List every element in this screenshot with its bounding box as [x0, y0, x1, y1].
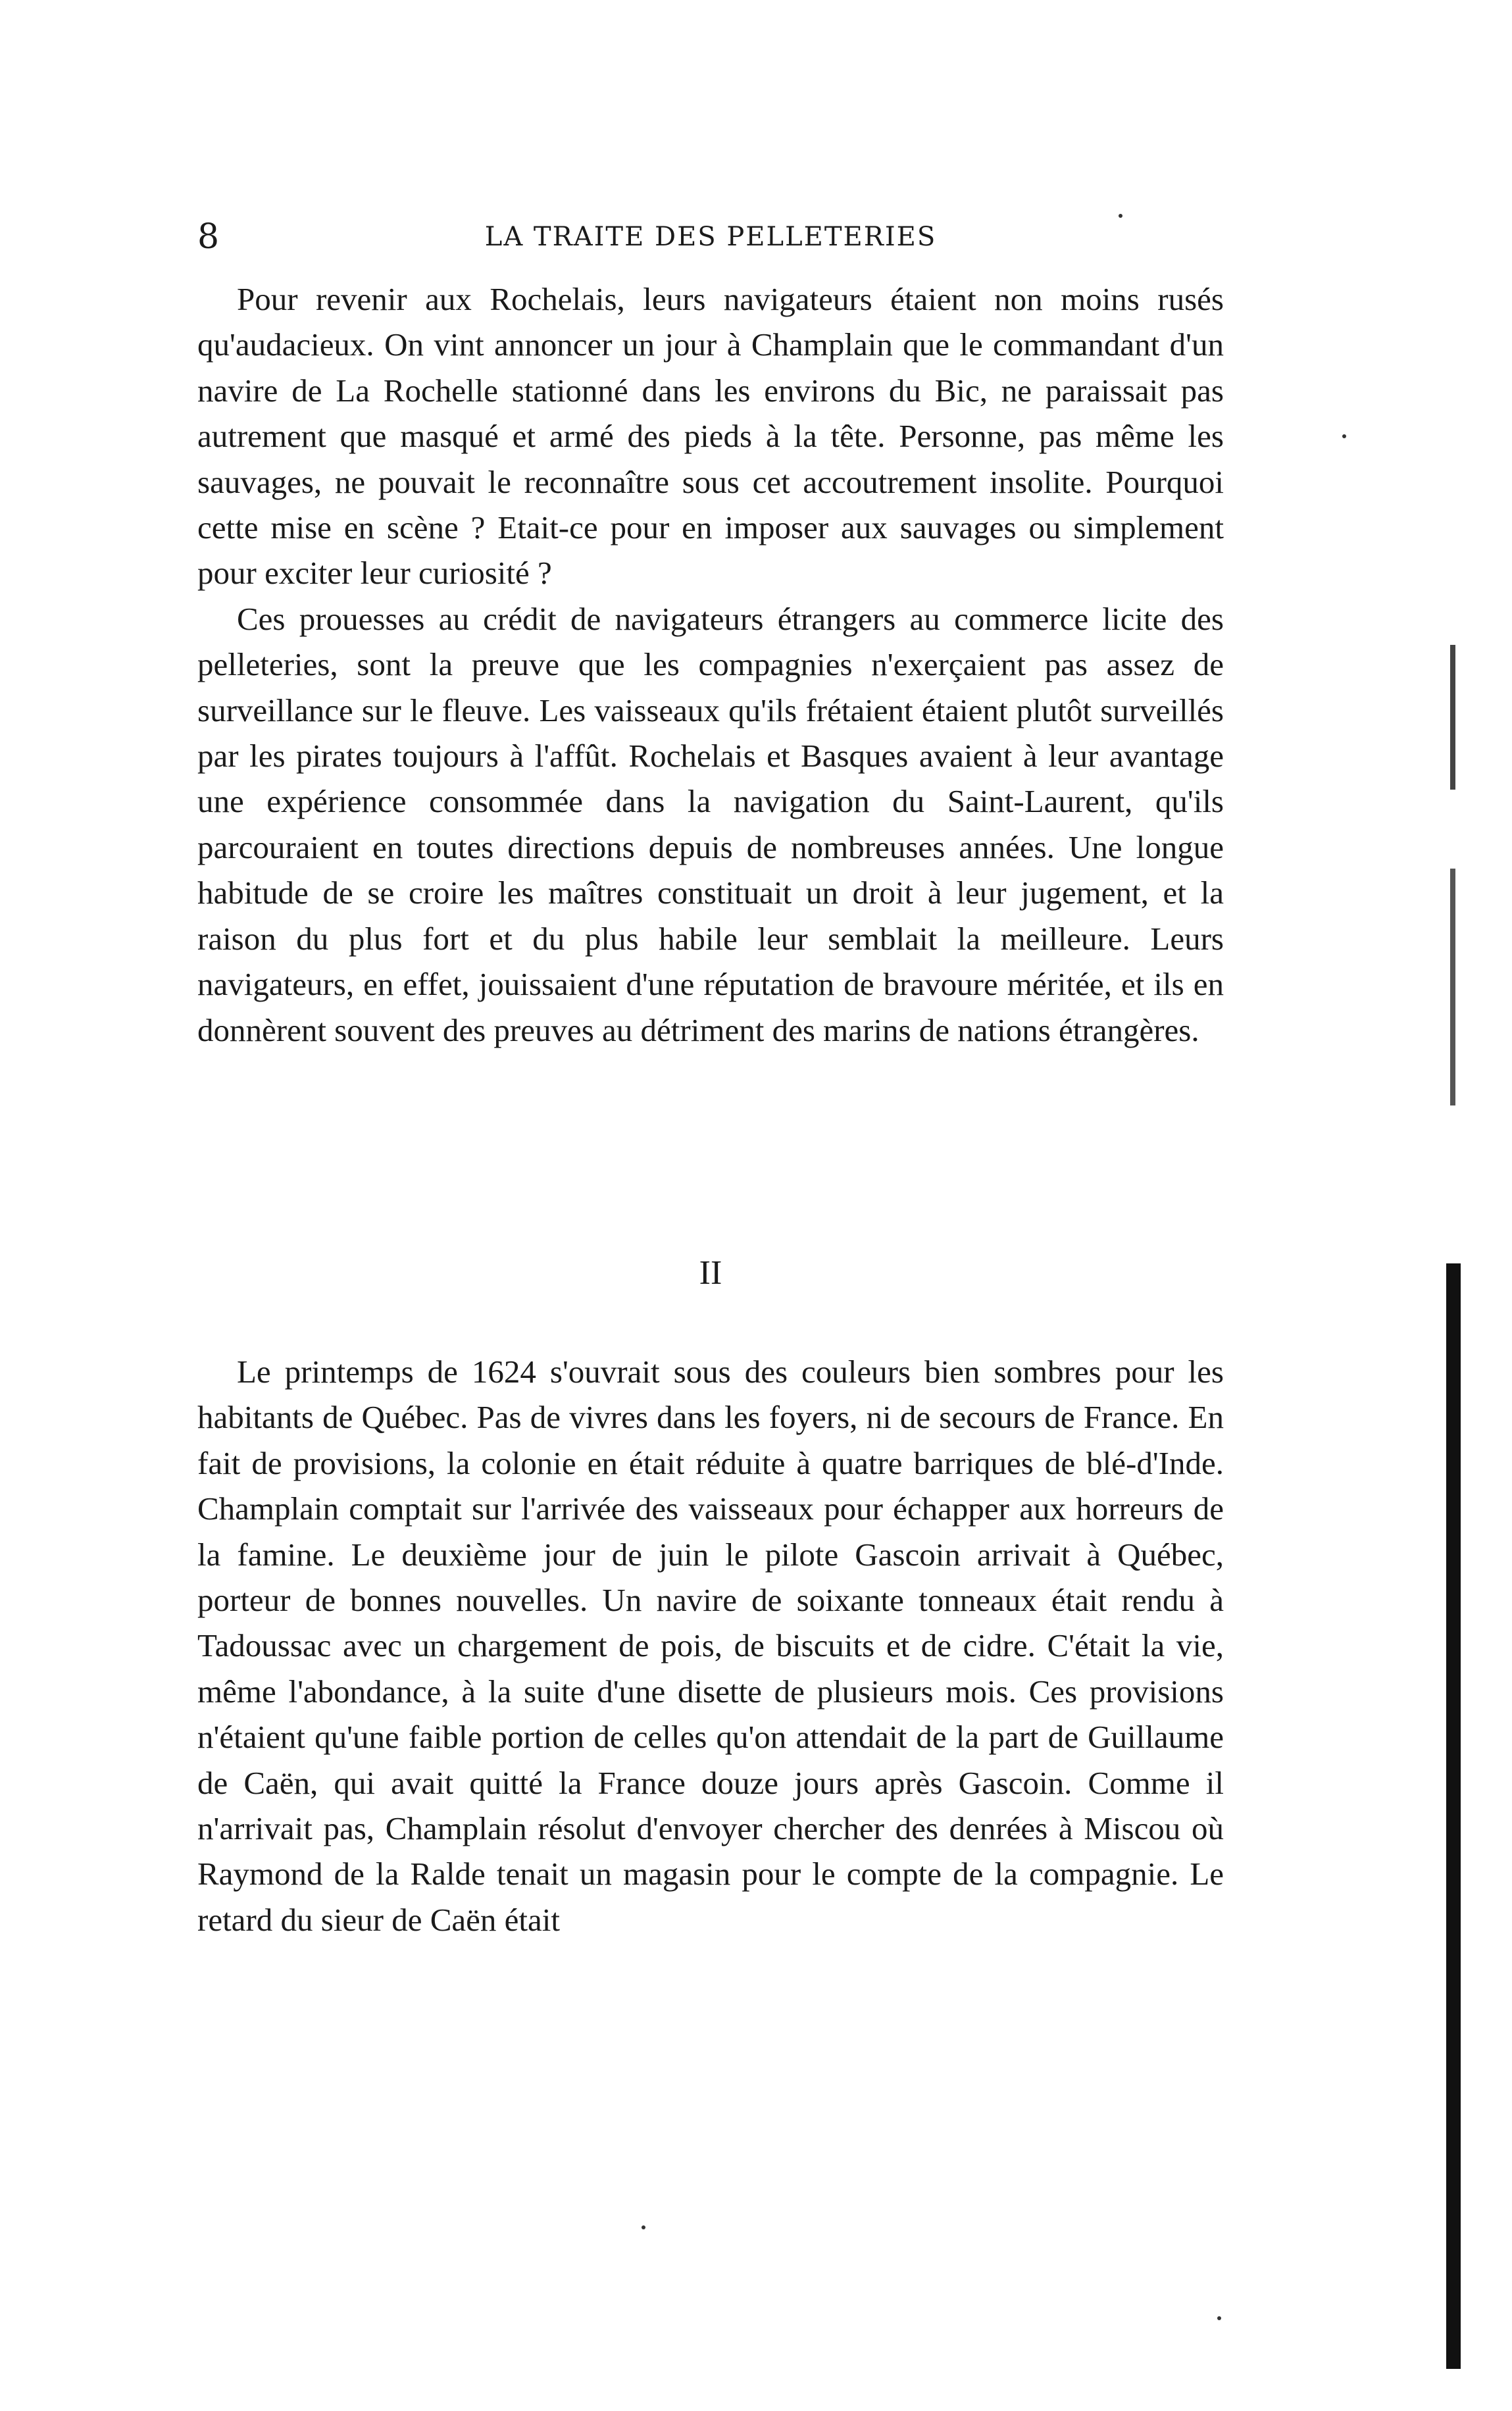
running-head — [197, 211, 1224, 263]
section-numeral: II — [699, 1254, 722, 1292]
scan-edge-shadow — [1450, 645, 1455, 790]
running-title: LA TRAITE DES PELLETERIES — [484, 222, 937, 252]
scan-speck — [642, 2225, 645, 2229]
page-number: 8 — [197, 217, 220, 257]
scan-edge-shadow — [1450, 869, 1455, 1105]
scan-speck — [1119, 214, 1122, 218]
section-2-text — [197, 1349, 1224, 1942]
paragraph: Pour revenir aux Rochelais, leurs navigateurs étaient non moins rusés qu'audacieux. On vint annoncer un jour à Champlain que le commandant d'un navire de La Rochelle stationné dans les environs du Bic, ne paraissait pas autrement que masqué et armé des pieds à la tête. Personne, pas même les sauvages, ne pouvait le reconnaître sous cet accoutrement insolite. Pourquoi cette mise en scène ? Etait-ce pour en imposer aux sauvages ou simplement pour exciter leur curiosité ? — [197, 281, 1224, 592]
section-1-text — [197, 276, 1224, 1053]
scan-speck — [1217, 2316, 1221, 2320]
paragraph: Ces prouesses au crédit de navigateurs étrangers au commerce licite des pelleteries, sont la preuve que les compagnies n'exerçaient pas assez de surveillance sur le fleuve. Les vaisseaux qu'ils frétaient étaient plutôt surveillés par les pirates toujours à l'affût. Rochelais et Basques avaient à leur avantage une expérience consommée dans la navigation du Saint-Laurent, qu'ils parcouraient en toutes directions depuis de nombreuses années. Une longue habitude de se croire les maîtres constituait un droit à leur jugement, et la raison du plus fort et du plus habile leur semblait la meilleure. Leurs navigateurs, en effet, jouissaient d'une réputation de bravoure méritée, et ils en donnèrent souvent des preuves au détriment des marins de nations étrangères. — [197, 600, 1224, 1048]
scan-edge-shadow — [1446, 1263, 1461, 2369]
paragraph: Le printemps de 1624 s'ouvrait sous des couleurs bien sombres pour les habitants de Québec. Pas de vivres dans les foyers, ni de secours de France. En fait de provisions, la colonie en était réduite à quatre barriques de blé-d'Inde. Champlain comptait sur l'arrivée des vaisseaux pour échapper aux horreurs de la famine. Le deuxième jour de juin le pilote Gascoin arrivait à Québec, porteur de bonnes nouvelles. Un navire de soixante tonneaux était rendu à Tadoussac avec un chargement de pois, de biscuits et de cidre. C'était la vie, même l'abondance, à la suite d'une disette de plusieurs mois. Ces provisions n'étaient qu'une faible portion de celles qu'on attendait de la part de Guillaume de Caën, qui avait quitté la France douze jours après Gascoin. Comme il n'arrivait pas, Champlain résolut d'envoyer chercher des denrées à Miscou où Raymond de la Ralde tenait un magasin pour le compte de la compagnie. Le retard du sieur de Caën était — [197, 1354, 1224, 1938]
scan-speck — [1342, 434, 1346, 438]
